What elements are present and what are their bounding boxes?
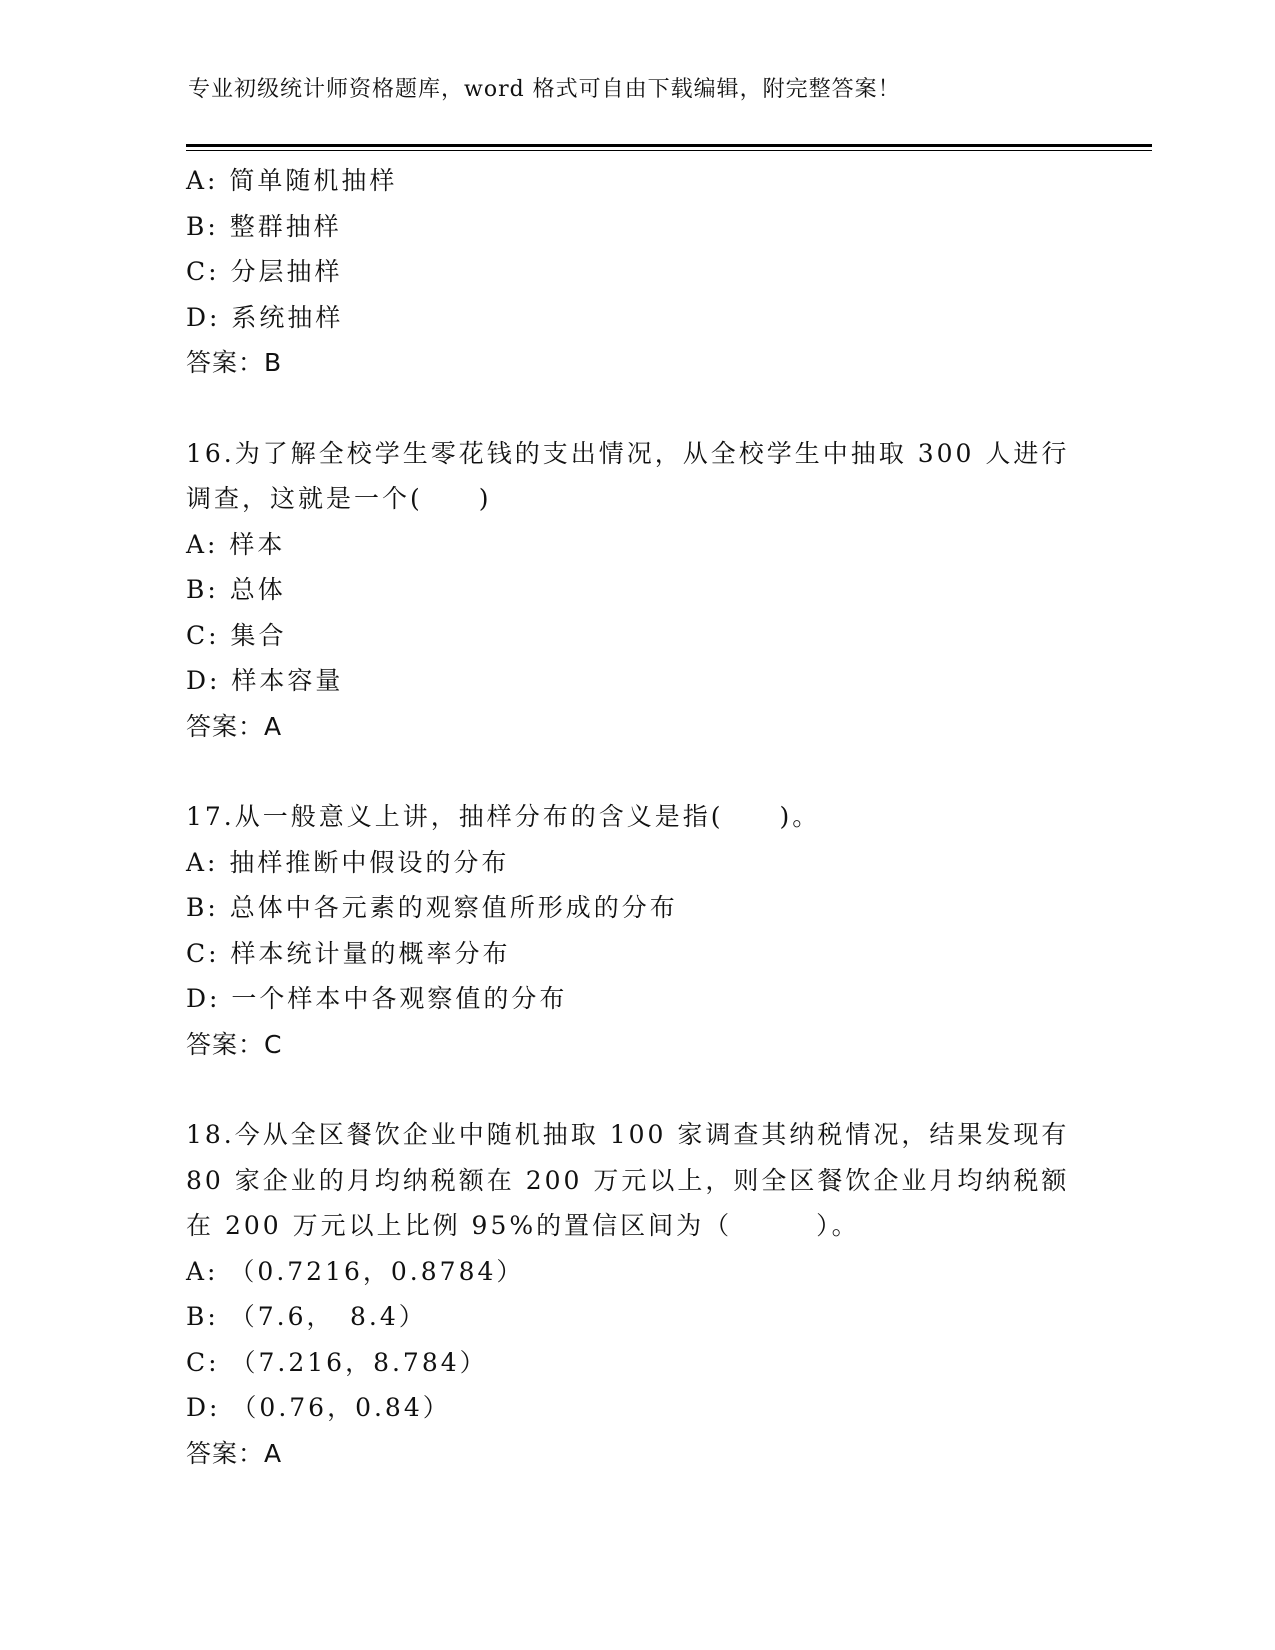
option-a: A: 抽样推断中假设的分布 — [186, 847, 510, 877]
question-stem-line: 调查，这就是一个( ) — [186, 484, 492, 513]
page-header: 专业初级统计师资格题库，word 格式可自由下载编辑，附完整答案！ — [188, 77, 901, 102]
answer: 答案：B — [186, 348, 283, 377]
option-b: B: 总体中各元素的观察值所形成的分布 — [186, 893, 678, 922]
option-a: A: （0.7216，0.8784） — [186, 1256, 525, 1286]
option-a: A: 样本 — [186, 529, 286, 559]
question-17 — [186, 794, 1086, 1067]
question-stem-line: 17.从一般意义上讲，抽样分布的含义是指( )。 — [186, 802, 821, 831]
option-c: C: （7.216，8.784） — [186, 1347, 488, 1377]
option-b: B: 整群抽样 — [186, 211, 342, 241]
answer: 答案：A — [186, 1438, 283, 1468]
option-d: D: （0.76，0.84） — [186, 1393, 451, 1422]
question-stem-line: 18.今从全区餐饮企业中随机抽取 100 家调查其纳税情况，结果发现有 — [186, 1120, 1070, 1149]
question-15 — [186, 158, 1086, 386]
answer: 答案：A — [186, 711, 283, 741]
option-c: C: 集合 — [186, 620, 287, 650]
question-18 — [186, 1112, 1086, 1476]
option-c: C: 分层抽样 — [186, 257, 343, 286]
option-d: D: 一个样本中各观察值的分布 — [186, 984, 568, 1013]
option-d: D: 系统抽样 — [186, 302, 344, 332]
document-body — [186, 158, 1086, 1476]
question-stem-line: 16.为了解全校学生零花钱的支出情况，从全校学生中抽取 300 人进行 — [186, 438, 1070, 468]
option-b: B: （7.6， 8.4） — [186, 1302, 427, 1331]
option-a: A: 简单随机抽样 — [186, 166, 398, 195]
option-d: D: 样本容量 — [186, 666, 344, 695]
question-16 — [186, 431, 1086, 750]
option-b: B: 总体 — [186, 575, 286, 604]
header-rule-thick — [186, 144, 1152, 147]
option-c: C: 样本统计量的概率分布 — [186, 938, 511, 968]
question-stem-line: 80 家企业的月均纳税额在 200 万元以上，则全区餐饮企业月均纳税额 — [186, 1165, 1070, 1195]
header-rule-thin — [186, 150, 1152, 151]
question-stem-line: 在 200 万元以上比例 95%的置信区间为（ ）。 — [186, 1211, 860, 1240]
answer: 答案：C — [186, 1029, 283, 1059]
